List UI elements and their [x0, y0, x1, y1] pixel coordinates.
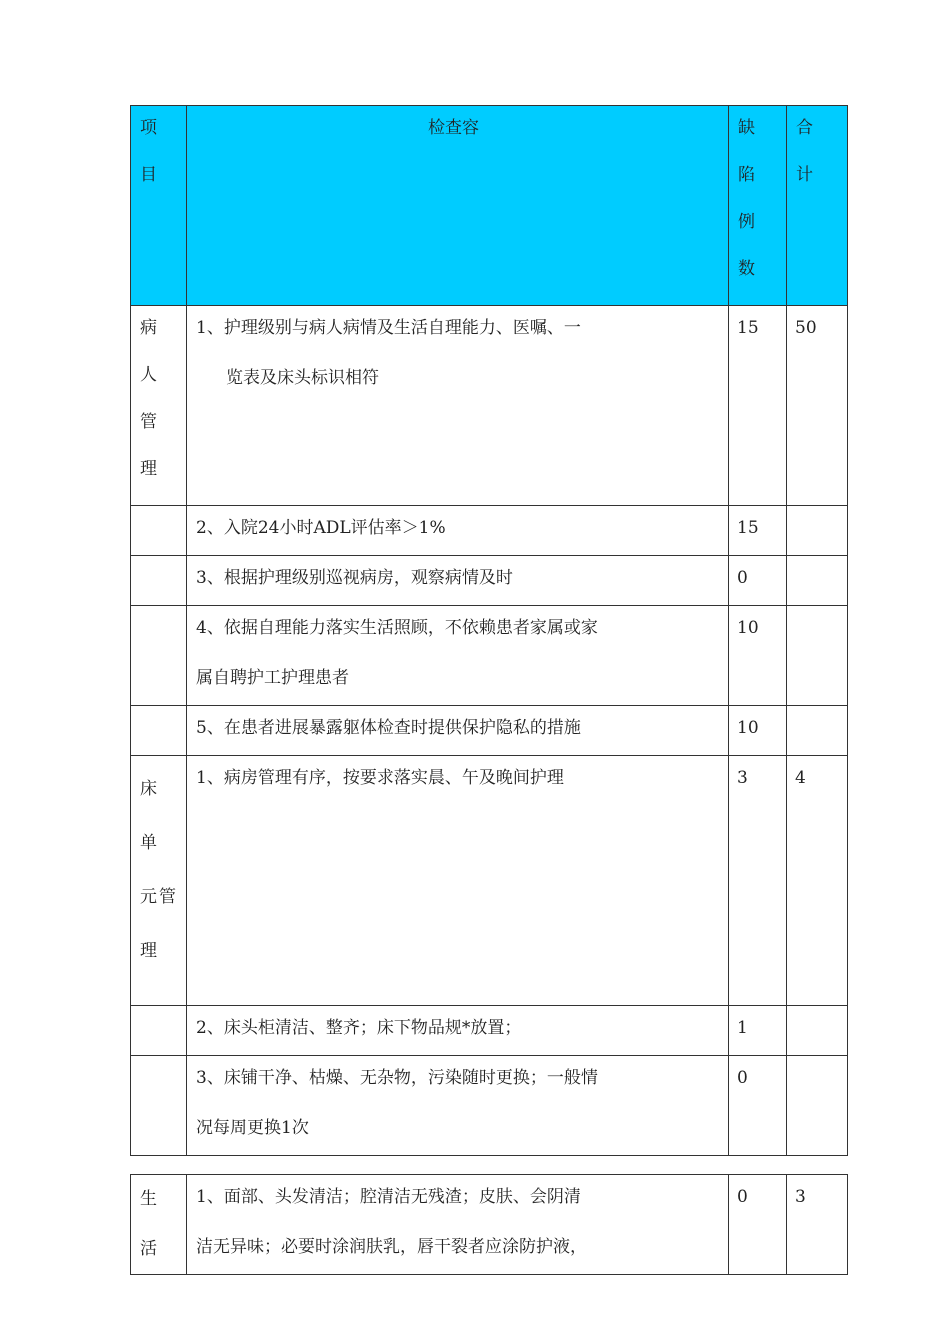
section-label-empty: [131, 556, 187, 606]
check-item: 5、在患者进展暴露躯体检查时提供保护隐私的措施: [187, 706, 729, 756]
table-row: [131, 606, 848, 706]
table-row: [131, 756, 848, 1006]
defect-count: 10: [729, 606, 787, 706]
defect-count: 15: [729, 506, 787, 556]
inspection-table: [130, 105, 848, 1156]
defect-count: 0: [729, 1056, 787, 1156]
check-item: 3、床铺干净、枯燥、无杂物，污染随时更换；一般情 况每周更换1次: [187, 1056, 729, 1156]
section-total: 3: [787, 1175, 848, 1275]
section-label-daily-life: 生 活: [131, 1175, 187, 1275]
defect-count: 10: [729, 706, 787, 756]
defect-count: 1: [729, 1006, 787, 1056]
section-label-bed-unit-management: 床 单 元管 理: [131, 756, 187, 1006]
table-row: [131, 1175, 848, 1275]
header-content: 检查容: [187, 106, 729, 306]
defect-count: 3: [729, 756, 787, 1006]
section-total-empty: [787, 706, 848, 756]
table-row: [131, 706, 848, 756]
defect-count: 15: [729, 306, 787, 506]
check-item: 2、床头柜清洁、整齐；床下物品规*放置；: [187, 1006, 729, 1056]
table-row: [131, 556, 848, 606]
check-item: 1、病房管理有序，按要求落实晨、午及晚间护理: [187, 756, 729, 1006]
section-label-empty: [131, 1056, 187, 1156]
section-total: 50: [787, 306, 848, 506]
check-item: 3、根据护理级别巡视病房，观察病情及时: [187, 556, 729, 606]
header-defects: 缺 陷 例 数: [729, 106, 787, 306]
table-row: [131, 506, 848, 556]
section-label-patient-management: 病 人 管 理: [131, 306, 187, 506]
check-item: 1、面部、头发清洁；腔清洁无残渣；皮肤、会阴清 洁无异味；必要时涂润肤乳，唇干裂者应涂防护液，: [187, 1175, 729, 1275]
section-total-empty: [787, 606, 848, 706]
check-item: 1、护理级别与病人病情及生活自理能力、医嘱、一 览表及床头标识相符: [187, 306, 729, 506]
table-row: [131, 306, 848, 506]
table-header-row: [131, 106, 848, 306]
table-row: [131, 1056, 848, 1156]
section-label-empty: [131, 506, 187, 556]
section-total-empty: [787, 1006, 848, 1056]
section-label-empty: [131, 706, 187, 756]
section-label-empty: [131, 606, 187, 706]
table-row: [131, 1006, 848, 1056]
section-total-empty: [787, 506, 848, 556]
check-item: 4、依据自理能力落实生活照顾，不依赖患者家属或家 属自聘护工护理患者: [187, 606, 729, 706]
check-item: 2、入院24小时ADL评估率＞1%: [187, 506, 729, 556]
defect-count: 0: [729, 556, 787, 606]
section-label-empty: [131, 1006, 187, 1056]
section-total-empty: [787, 1056, 848, 1156]
section-total: 4: [787, 756, 848, 1006]
header-total: 合 计: [787, 106, 848, 306]
header-item: 项 目: [131, 106, 187, 306]
inspection-table-continued: [130, 1174, 848, 1275]
defect-count: 0: [729, 1175, 787, 1275]
section-total-empty: [787, 556, 848, 606]
